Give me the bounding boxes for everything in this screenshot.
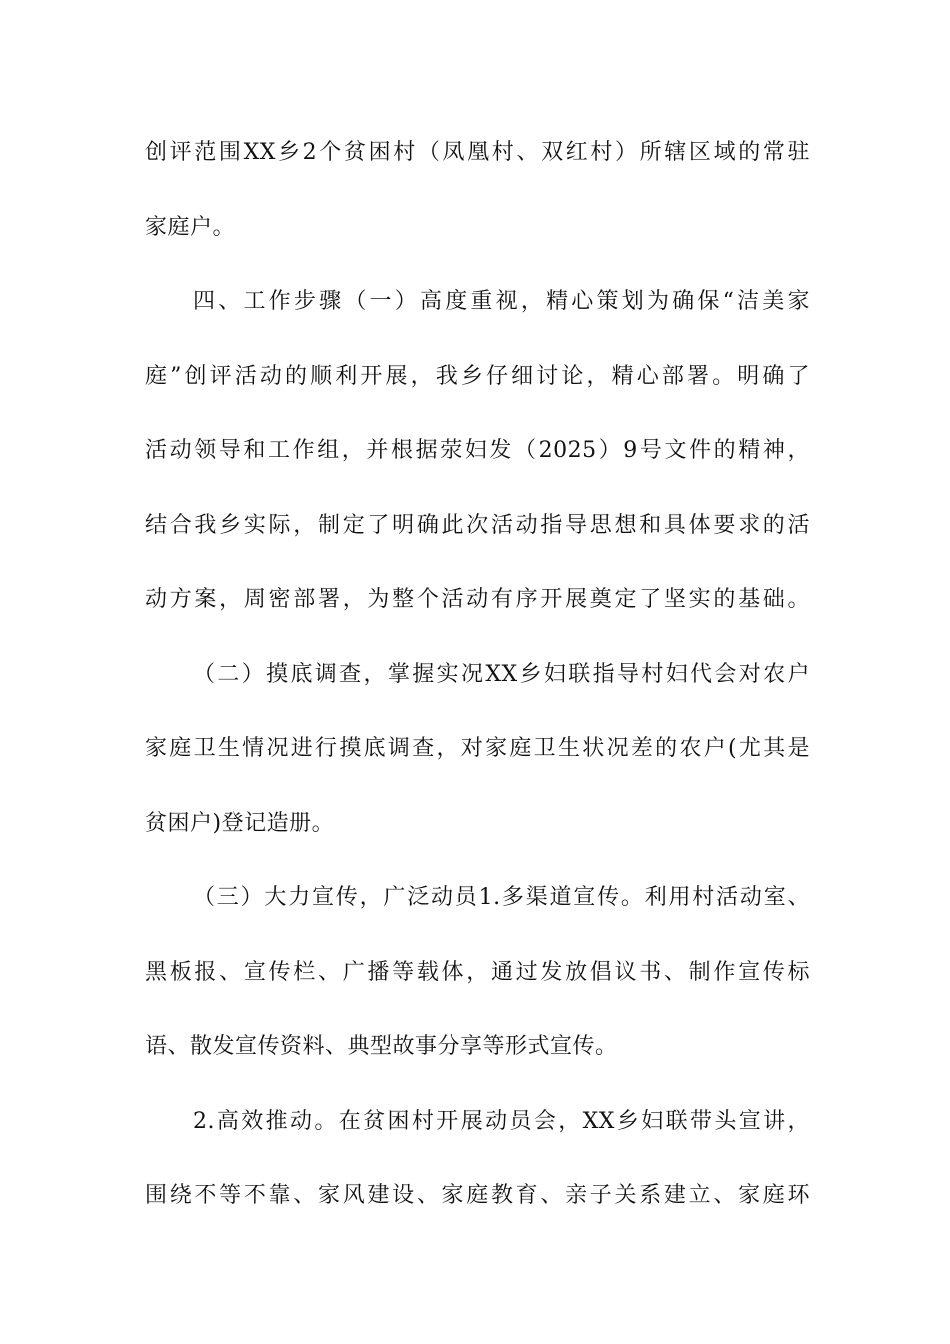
body-line-12: 黑板报、宣传栏、广播等载体，通过发放倡议书、制作宣传标 xyxy=(145,960,810,985)
body-line-4: 庭”创评活动的顺利开展，我乡仔细讨论，精心部署。明确了 xyxy=(145,364,810,389)
body-line-15: 围绕不等不靠、家风建设、家庭教育、亲子关系建立、家庭环 xyxy=(145,1183,810,1208)
body-line-3: 四、工作步骤（一）高度重视，精心策划为确保“洁美家 xyxy=(193,289,810,314)
body-line-14: 2.高效推动。在贫困村开展动员会，XX乡妇联带头宣讲， xyxy=(193,1109,810,1134)
body-line-9: 家庭卫生情况进行摸底调查，对家庭卫生状况差的农户(尤其是 xyxy=(145,736,810,761)
body-line-2: 家庭户。 xyxy=(145,215,236,240)
body-line-10: 贫困户)登记造册。 xyxy=(145,811,335,836)
body-line-5: 活动领导和工作组，并根据荥妇发（2025）9号文件的精神， xyxy=(145,438,810,463)
body-line-8: （二）摸底调查，掌握实况XX乡妇联指导村妇代会对农户 xyxy=(193,662,810,687)
body-line-13: 语、散发宣传资料、典型故事分享等形式宣传。 xyxy=(145,1034,618,1059)
body-line-11: （三）大力宣传，广泛动员1.多渠道宣传。利用村活动室、 xyxy=(193,885,810,910)
body-line-6: 结合我乡实际，制定了明确此次活动指导思想和具体要求的活 xyxy=(145,513,810,538)
body-line-1: 创评范围XX乡2个贫困村（凤凰村、双红村）所辖区域的常驻 xyxy=(145,140,810,165)
body-line-7: 动方案，周密部署，为整个活动有序开展奠定了坚实的基础。 xyxy=(145,587,810,612)
